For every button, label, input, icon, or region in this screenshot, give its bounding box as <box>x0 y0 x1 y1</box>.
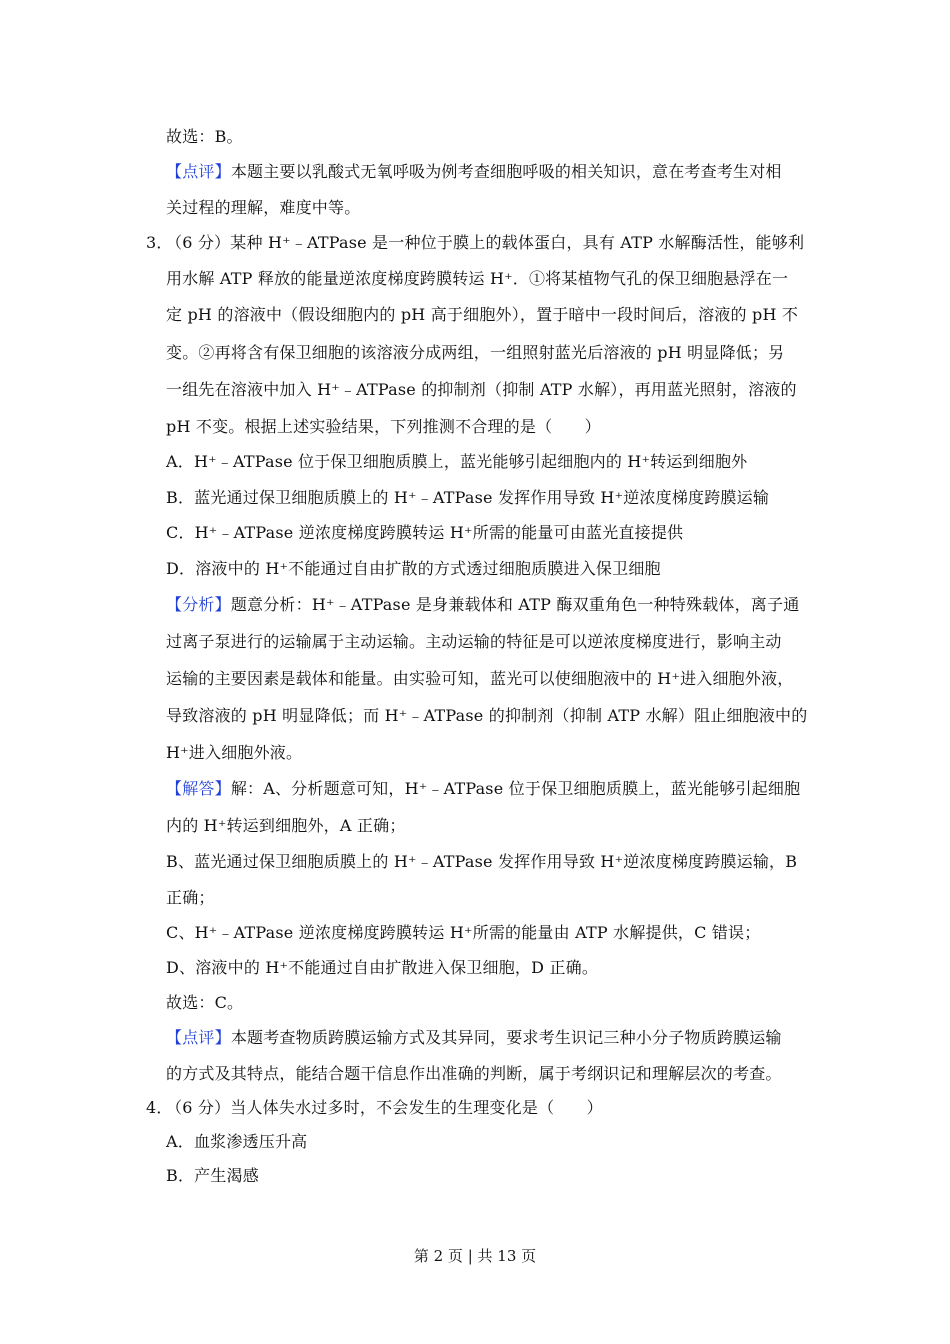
option-b: B．蓝光通过保卫细胞质膜上的 H⁺﹣ATPase 发挥作用导致 H⁺逆浓度梯度跨膜运输 <box>166 488 770 507</box>
q2-choice: 故选：B。 <box>166 127 243 146</box>
q3-stem-line: 定 pH 的溶液中（假设细胞内的 pH 高于细胞外），置于暗中一段时间后，溶液的 pH 不 <box>166 305 799 324</box>
answer-text: 解：A、分析题意可知，H⁺﹣ATPase 位于保卫细胞质膜上，蓝光能够引起细胞 <box>230 779 801 798</box>
answer-line: 故选：C。 <box>166 993 244 1012</box>
analysis-line <box>166 595 799 615</box>
q3-stem-line: 变。②再将含有保卫细胞的该溶液分成两组，一组照射蓝光后溶液的 pH 明显降低；另 <box>166 343 785 362</box>
analysis-line: H⁺进入细胞外液。 <box>166 743 303 762</box>
option-a: A．H⁺﹣ATPase 位于保卫细胞质膜上，蓝光能够引起细胞内的 H⁺转运到细胞外 <box>166 452 748 471</box>
comment-line: 的方式及其特点，能结合题干信息作出准确的判断，属于考纲识记和理解层次的考查。 <box>166 1064 782 1083</box>
comment-text: 本题考查物质跨膜运输方式及其异同，要求考生识记三种小分子物质跨膜运输 <box>230 1028 782 1047</box>
q3-stem-line: （6 分）某种 H⁺﹣ATPase 是一种位于膜上的载体蛋白，具有 ATP 水解酶活性，能够利 <box>166 233 805 252</box>
comment-text: 本题主要以乳酸式无氧呼吸为例考查细胞呼吸的相关知识，意在考查考生对相 <box>230 162 782 181</box>
answer-tag: 【解答】 <box>166 779 231 798</box>
analysis-line: 导致溶液的 pH 明显降低；而 H⁺﹣ATPase 的抑制剂（抑制 ATP 水解）阻止细胞液中的 <box>166 706 808 725</box>
q2-comment-line-1 <box>166 162 782 182</box>
answer-line: C、H⁺﹣ATPase 逆浓度梯度跨膜转运 H⁺所需的能量由 ATP 水解提供，C 错误； <box>166 923 761 942</box>
answer-line: B、蓝光通过保卫细胞质膜上的 H⁺﹣ATPase 发挥作用导致 H⁺逆浓度梯度跨膜运输，B <box>166 852 798 871</box>
q3-stem-line: pH 不变。根据上述实验结果，下列推测不合理的是（ ） <box>166 417 601 436</box>
analysis-tag: 【分析】 <box>166 595 231 614</box>
answer-line <box>166 779 800 799</box>
analysis-text: 题意分析：H⁺﹣ATPase 是身兼载体和 ATP 酶双重角色一种特殊载体，离子通 <box>230 595 800 614</box>
answer-line: D、溶液中的 H⁺不能通过自由扩散进入保卫细胞，D 正确。 <box>166 958 599 977</box>
question-number: 3． <box>146 233 173 252</box>
option-c: C．H⁺﹣ATPase 逆浓度梯度跨膜转运 H⁺所需的能量可由蓝光直接提供 <box>166 523 684 542</box>
comment-line <box>166 1028 782 1048</box>
comment-tag: 【点评】 <box>166 1028 231 1047</box>
answer-line: 正确； <box>166 888 215 907</box>
answer-line: 内的 H⁺转运到细胞外，A 正确； <box>166 816 406 835</box>
option-a: A．血浆渗透压升高 <box>166 1132 308 1151</box>
q3-stem-line: 一组先在溶液中加入 H⁺﹣ATPase 的抑制剂（抑制 ATP 水解），再用蓝光照射，溶液的 <box>166 380 797 399</box>
question-number: 4． <box>146 1098 173 1117</box>
option-d: D．溶液中的 H⁺不能通过自由扩散的方式透过细胞质膜进入保卫细胞 <box>166 559 661 578</box>
option-b: B．产生渴感 <box>166 1166 259 1185</box>
q4-stem: （6 分）当人体失水过多时，不会发生的生理变化是（ ） <box>166 1098 603 1117</box>
comment-tag: 【点评】 <box>166 162 231 181</box>
analysis-line: 过离子泵进行的运输属于主动运输。主动运输的特征是可以逆浓度梯度进行，影响主动 <box>166 632 782 651</box>
q3-stem-line: 用水解 ATP 释放的能量逆浓度梯度跨膜转运 H⁺．①将某植物气孔的保卫细胞悬浮在一 <box>166 269 789 288</box>
q2-comment-line-2: 关过程的理解，难度中等。 <box>166 198 361 217</box>
page-footer: 第 2 页 | 共 13 页 <box>413 1247 537 1265</box>
analysis-line: 运输的主要因素是载体和能量。由实验可知，蓝光可以使细胞液中的 H⁺进入细胞外液， <box>166 669 794 688</box>
